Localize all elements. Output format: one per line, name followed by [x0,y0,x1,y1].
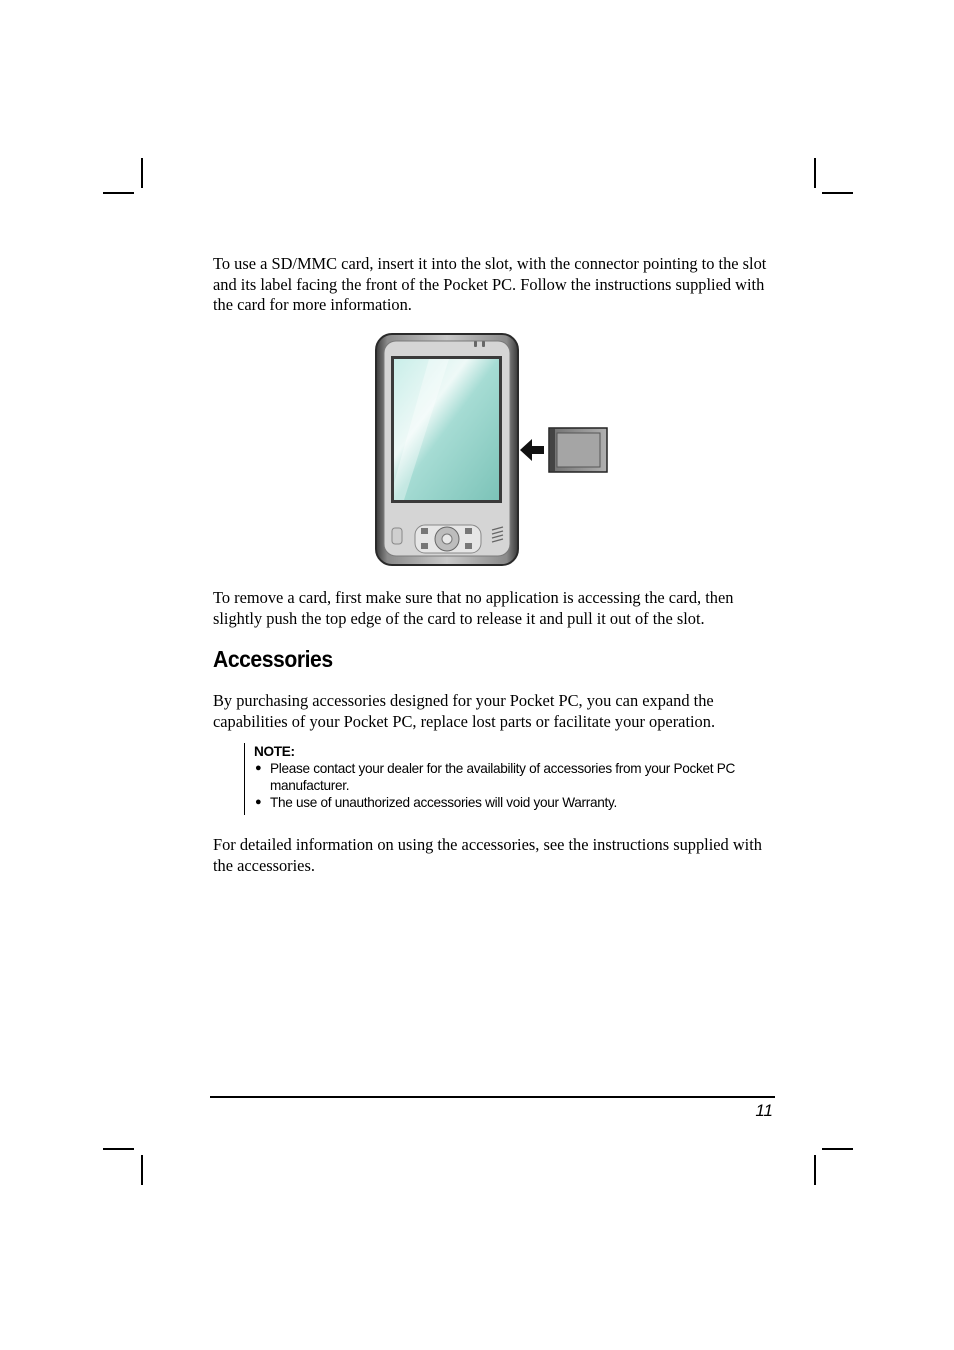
arrow-left-icon [520,439,544,461]
bullet-icon: ● [255,762,262,774]
remove-card-paragraph: To remove a card, first make sure that no application is accessing the card, then slightly push the top edge of the card to release it and pull it out of the slot. [213,588,734,628]
footer-rule [210,1096,775,1098]
crop-mark-bottom-right-h [822,1148,853,1150]
note-item [254,760,774,794]
crop-mark-bottom-left-h [103,1148,134,1150]
crop-mark-bottom-right-v [814,1155,816,1185]
note-list [254,760,774,811]
accessories-paragraph: By purchasing accessories designed for your Pocket PC, you can expand the capabilities of your Pocket PC, replace lost parts or facilitate your operation. [213,691,716,731]
section-heading: Accessories [213,646,333,672]
crop-mark-top-left-v [141,158,143,188]
crop-mark-top-right-v [814,158,816,188]
note-title: NOTE: [254,744,295,759]
note-item-text: The use of unauthorized accessories will void your Warranty. [270,795,617,810]
crop-mark-bottom-left-v [141,1155,143,1185]
note-item [254,794,774,811]
note-item-text: Please contact your dealer for the availability of accessories from your Pocket PC manufacturer. [270,761,736,793]
bullet-icon: ● [255,796,262,808]
intro-paragraph: To use a SD/MMC card, insert it into the slot, with the connector pointing to the slot and its label facing the front of the Pocket PC. Follow the instructions supplied with the card for more information. [213,254,767,315]
closing-paragraph: For detailed information on using the accessories, see the instructions supplied with the accessories. [213,835,762,875]
note-box [244,743,774,815]
sd-card [549,428,607,472]
pocket-pc-sd-card-illustration [374,333,609,567]
crop-mark-top-left-h [103,192,134,194]
page-number: 11 [755,1101,773,1120]
pocket-pc-device [376,334,518,565]
crop-mark-top-right-h [822,192,853,194]
